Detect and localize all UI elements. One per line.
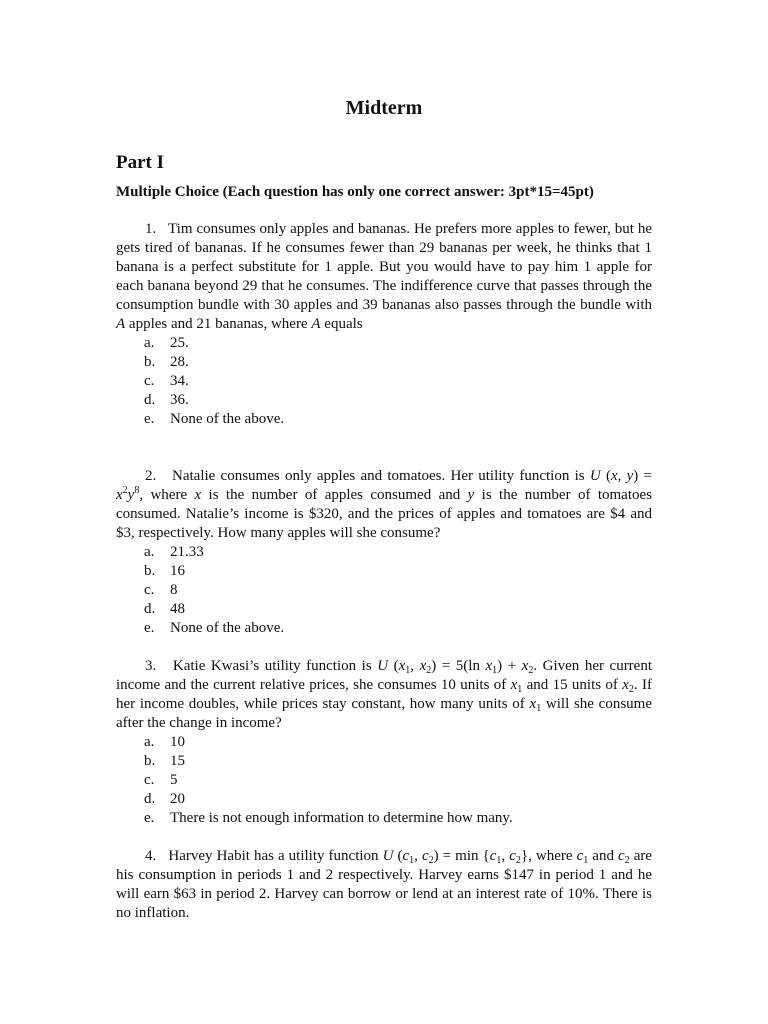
option-d: d. 36. xyxy=(144,392,189,408)
option-list xyxy=(116,733,652,828)
option-c: c. 8 xyxy=(144,582,178,598)
option-e: e. None of the above. xyxy=(144,620,285,636)
option-b: b. 28. xyxy=(144,354,189,370)
question-number: 2. xyxy=(145,468,157,484)
option-d: d. 20 xyxy=(144,791,185,807)
option-e: e. None of the above. xyxy=(144,411,285,427)
question-number: 4. xyxy=(145,848,157,864)
question-3 xyxy=(116,657,652,828)
option-list xyxy=(116,543,652,638)
question-text: 3. Katie Kwasi’s utility function is U ($x_1$, $x_2) = 5(\ln$ $x_1) + x_2$. Given her current income and the current relative prices, she consumes 10 units of $x_1$ and 15 units of $x_2$. If her income doubles, while prices stay constant, how many units of $x_1$ will she consume after the change in income? xyxy=(116,658,653,731)
question-text: 2. Natalie consumes only apples and tomatoes. Her utility function is U (x, $y) = x^2y^8$, where x is the number of apples consumed and y is the number of tomatoes consumed. Natalie’s income is $320, and the prices of apples and tomatoes are $4 and $3, respectively. How many apples will she consume? xyxy=(116,468,652,541)
question-number: 1. xyxy=(145,221,157,237)
option-a: a. 10 xyxy=(144,734,185,750)
option-b: b. 16 xyxy=(144,563,185,579)
page-title: Midterm xyxy=(345,97,423,119)
option-d: d. 48 xyxy=(144,601,185,617)
question-text: 4. Harvey Habit has a utility function U ($c_1$, $c_2) = \min \{c_1$, $c_2$}, where $c_1$ and $c_2$ are his consumption in periods 1 and 2 respectively. Harvey earns $147 in period 1 and he will earn $63 in period 2. Harvey can borrow or lend at an interest rate of 10%. There is no inflation. xyxy=(116,848,653,921)
option-b: b. 15 xyxy=(144,753,185,769)
question-1 xyxy=(116,220,652,429)
option-list xyxy=(116,334,652,429)
section-heading: Multiple Choice (Each question has only one correct answer: 3pt*15=45pt) xyxy=(116,184,594,200)
option-c: c. 5 xyxy=(144,772,178,788)
question-4 xyxy=(116,847,652,923)
question-number: 3. xyxy=(145,658,157,674)
question-2 xyxy=(116,467,652,638)
option-c: c. 34. xyxy=(144,373,189,389)
question-text: 1. Tim consumes only apples and bananas. He prefers more apples to fewer, but he gets tired of bananas. If he consumes fewer than 29 bananas per week, he thinks that 1 banana is a perfect substitute for 1 apple. But you would have to pay him 1 apple for each banana beyond 29 that he consumes. The indifference curve that passes through the consumption bundle with 30 apples and 39 bananas also passes through the bundle with A apples and 21 bananas, where A equals xyxy=(116,221,653,332)
option-e: e. There is not enough information to determine how many. xyxy=(144,810,513,826)
part-heading: Part I xyxy=(116,152,165,173)
option-a: a. 25. xyxy=(144,335,189,351)
option-a: a. 21.33 xyxy=(144,544,204,560)
